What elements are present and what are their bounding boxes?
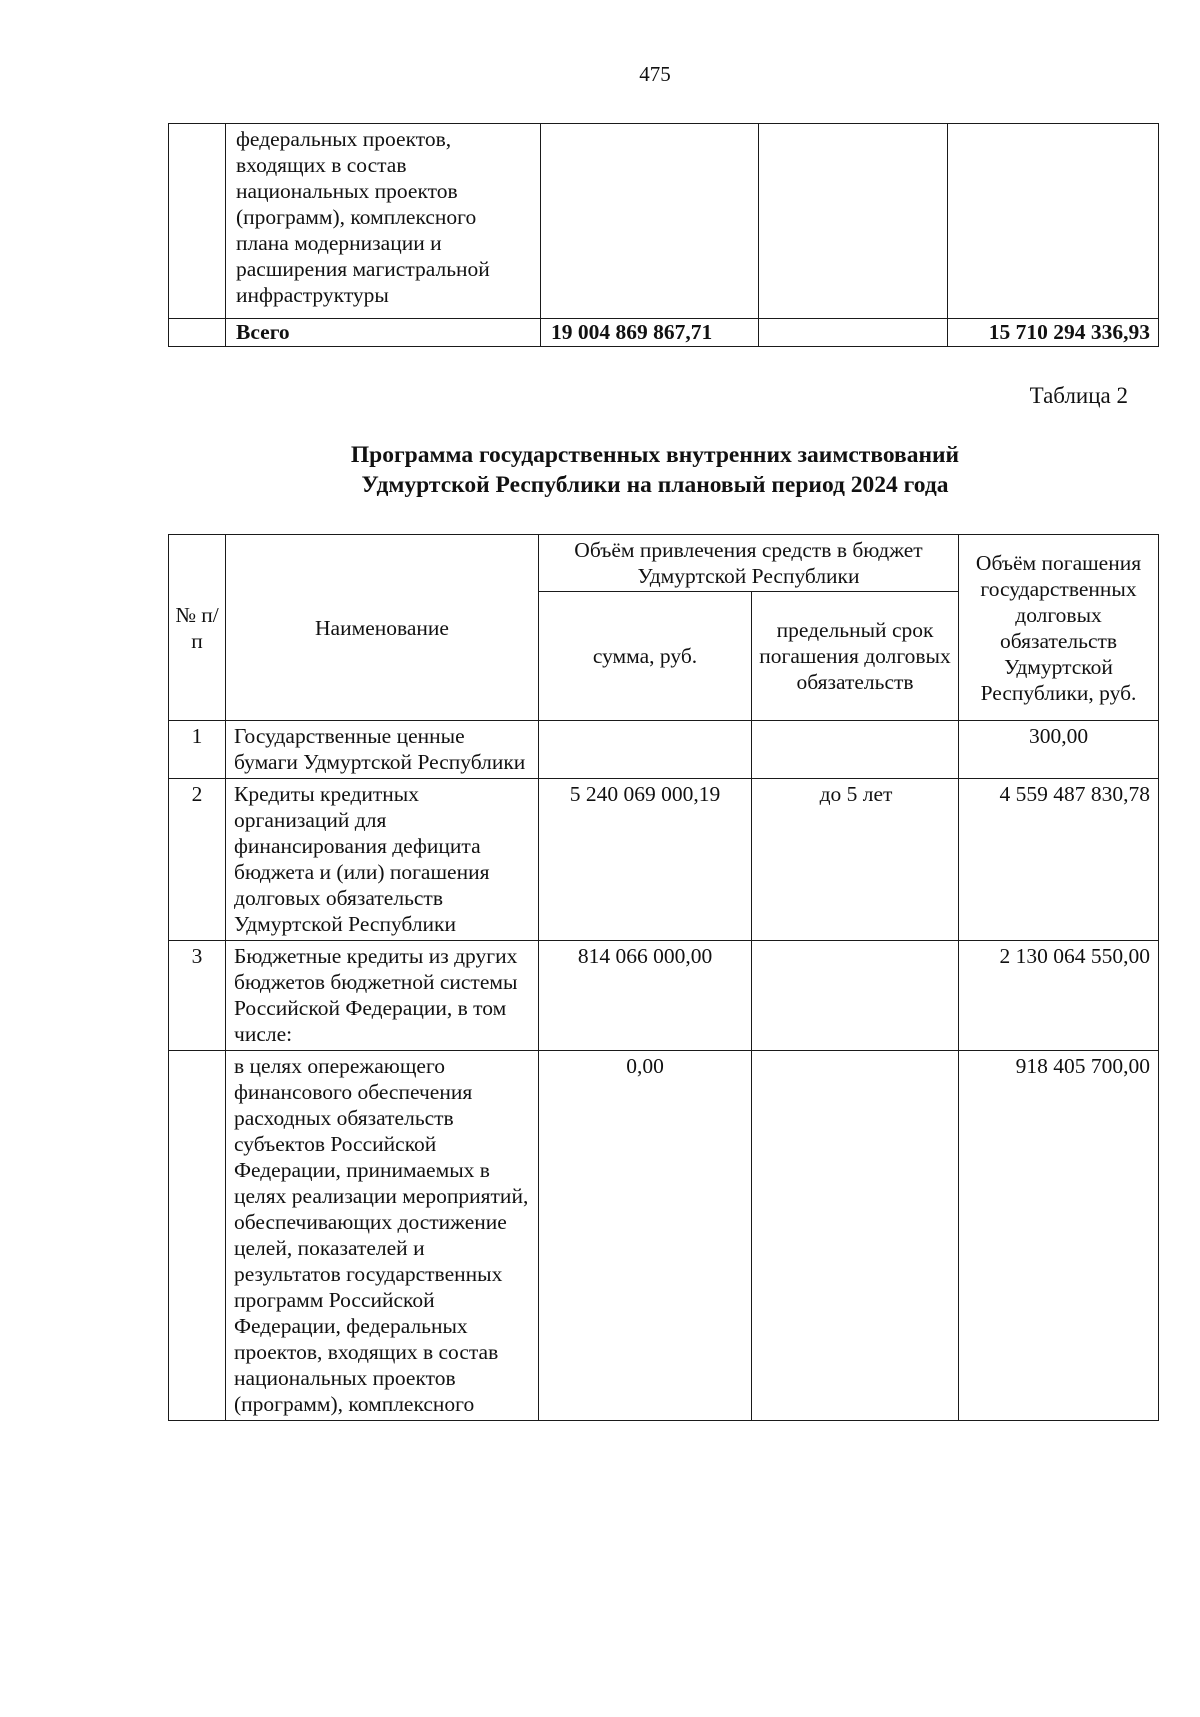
row-num (169, 1051, 226, 1421)
text-line: (программ), комплексного (236, 205, 477, 229)
row-term (752, 1051, 959, 1421)
continuation-table (168, 123, 1159, 347)
header-attraction-group: Объём привлечения средств в бюджет Удмуртской Республики (539, 535, 959, 592)
header-repayment: Объём погашения государственных долговых обязательств Удмуртской Республики, руб. (959, 535, 1159, 721)
row-num: 1 (169, 721, 226, 779)
text-line: федеральных проектов, (236, 127, 452, 151)
borrowing-program-table (168, 534, 1159, 1421)
row-repayment: 4 559 487 830,78 (959, 779, 1159, 941)
repayment-cell (948, 124, 1159, 319)
total-row (169, 319, 1159, 347)
table-row (169, 941, 1159, 1051)
table-caption: Таблица 2 (1029, 383, 1128, 408)
header-sum: сумма, руб. (539, 592, 752, 721)
text-line: национальных проектов (236, 179, 458, 203)
amount-cell (541, 124, 759, 319)
row-term (752, 941, 959, 1051)
row-name: Бюджетные кредиты из других бюджетов бюджетной системы Российской Федерации, в том числе: (226, 941, 539, 1051)
row-repayment: 2 130 064 550,00 (959, 941, 1159, 1051)
total-attracted: 19 004 869 867,71 (541, 319, 759, 347)
table-row (169, 721, 1159, 779)
title-line: Удмуртской Республики на плановый период 2024 года (361, 472, 949, 498)
text-line: инфраструктуры (236, 283, 389, 307)
header-name: Наименование (226, 535, 539, 721)
total-label: Всего (226, 319, 541, 347)
table-row (169, 1051, 1159, 1421)
row-repayment: 918 405 700,00 (959, 1051, 1159, 1421)
num-cell (169, 319, 226, 347)
row-repayment: 300,00 (959, 721, 1159, 779)
table-row (169, 124, 1159, 319)
row-amount: 5 240 069 000,19 (539, 779, 752, 941)
row-name: Государственные ценные бумаги Удмуртской Республики (226, 721, 539, 779)
table-row (169, 779, 1159, 941)
title-line: Программа государственных внутренних заимствований (350, 442, 960, 468)
num-cell (169, 124, 226, 319)
row-name: в целях опережающего финансового обеспечения расходных обязательств субъектов Российской Федерации, принимаемых в целях реализации мероприятий, обеспечивающих достижение целей, показателей и результатов государственных программ Российской Федерации, федеральных проектов, входящих в состав национальных проектов (программ), комплексного (226, 1051, 539, 1421)
header-term: предельный срок погашения долговых обязательств (752, 592, 959, 721)
row-num: 2 (169, 779, 226, 941)
page-number: 475 (639, 62, 671, 86)
row-name: Кредиты кредитных организаций для финансирования дефицита бюджета и (или) погашения долговых обязательств Удмуртской Республики (226, 779, 539, 941)
row-amount: 0,00 (539, 1051, 752, 1421)
text-line: расширения магистральной (236, 257, 490, 281)
text-line: плана модернизации и (236, 231, 442, 255)
header-row (169, 535, 1159, 592)
text-line: входящих в состав (236, 153, 407, 177)
row-num: 3 (169, 941, 226, 1051)
term-cell (759, 124, 948, 319)
total-repayment: 15 710 294 336,93 (948, 319, 1159, 347)
row-text-cell (226, 124, 541, 319)
term-cell (759, 319, 948, 347)
row-term (752, 721, 959, 779)
row-amount: 814 066 000,00 (539, 941, 752, 1051)
row-amount (539, 721, 752, 779)
row-term: до 5 лет (752, 779, 959, 941)
header-num: № п/п (169, 535, 226, 721)
document-title (0, 440, 1200, 500)
